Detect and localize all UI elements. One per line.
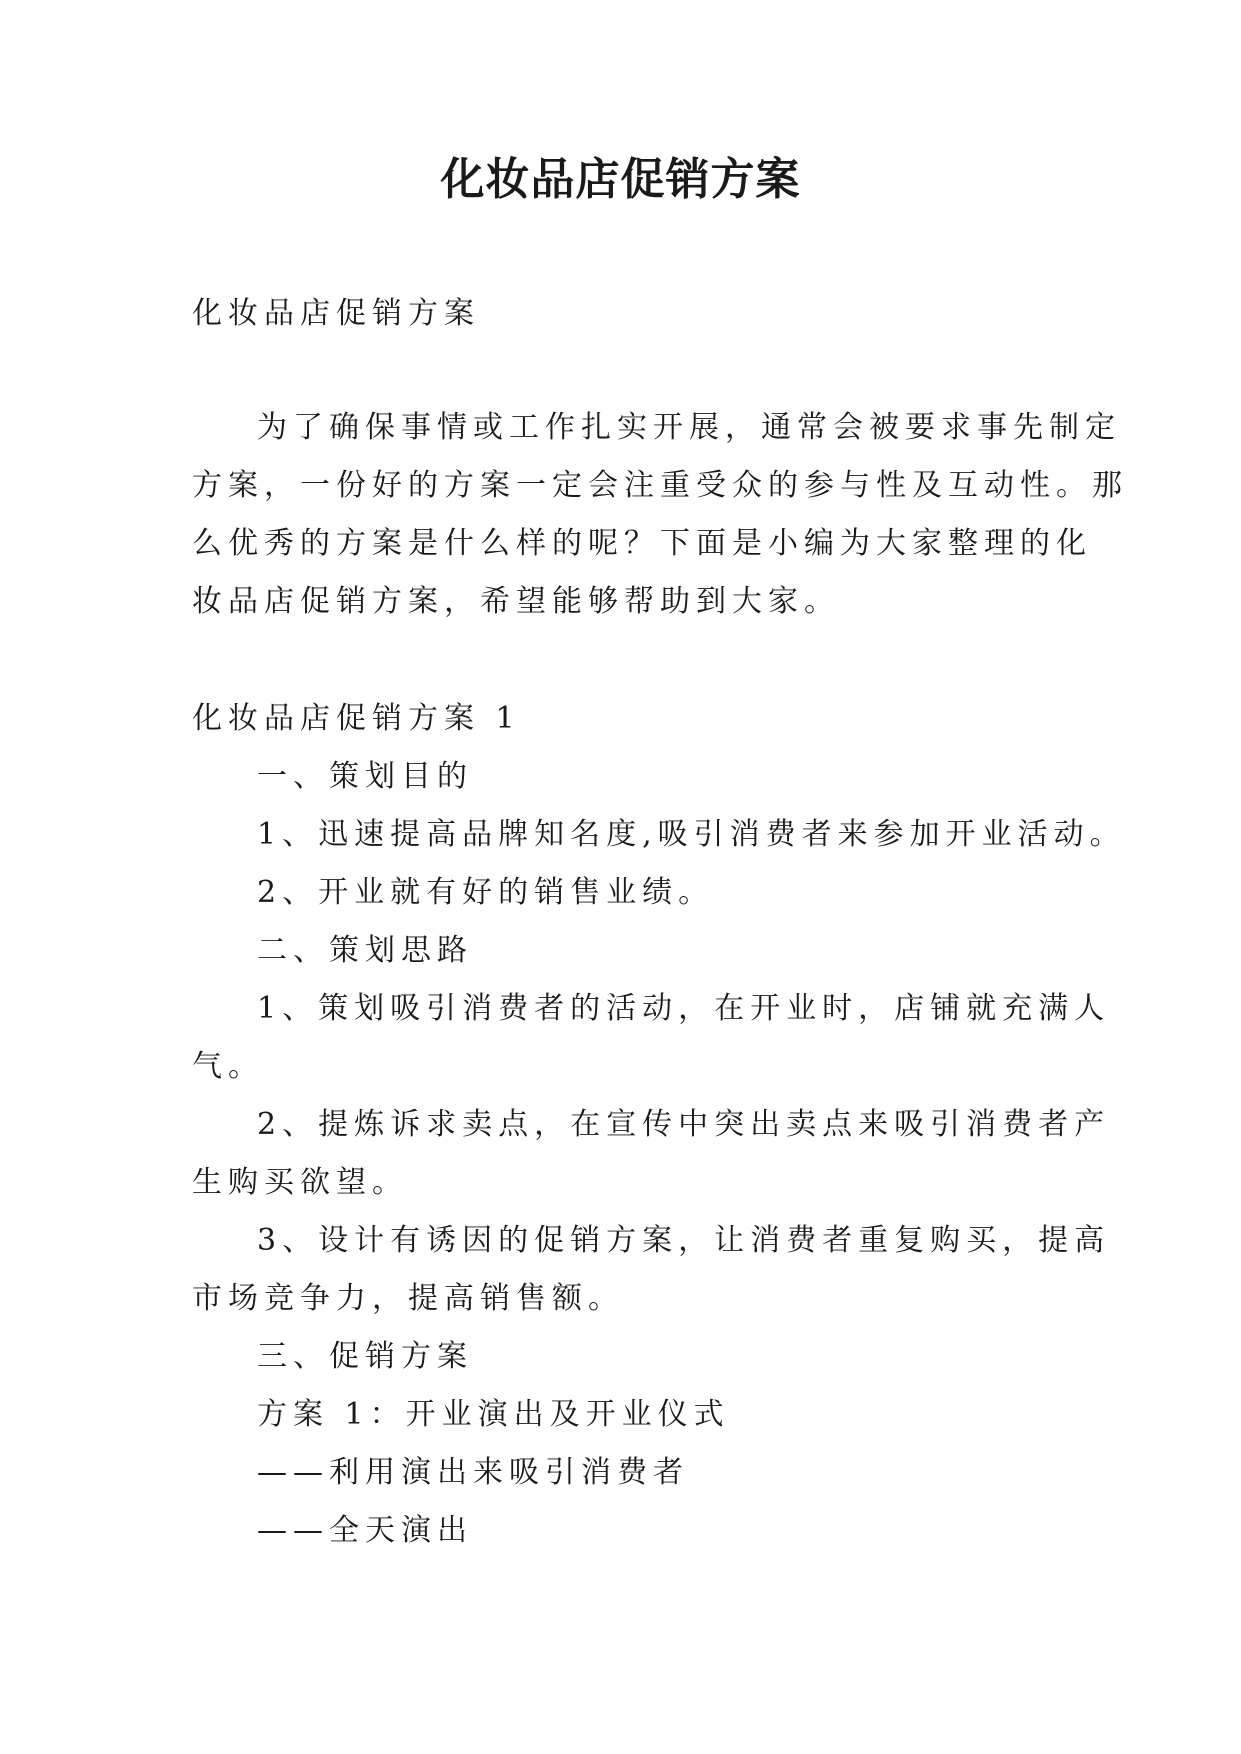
intro-line: 方案，一份好的方案一定会注重受众的参与性及互动性。那	[192, 468, 1128, 503]
body-line: 方案 1：开业演出及开业仪式	[257, 1397, 730, 1432]
intro-line: 为了确保事情或工作扎实开展，通常会被要求事先制定	[257, 410, 1121, 445]
heading-promotion: 三、促销方案	[257, 1339, 473, 1374]
body-line: ——全天演出	[257, 1513, 473, 1548]
heading-approach: 二、策划思路	[257, 933, 473, 968]
body-line: 气。	[192, 1049, 264, 1084]
body-line: 市场竞争力，提高销售额。	[192, 1281, 624, 1316]
body-line: 1、策划吸引消费者的活动，在开业时，店铺就充满人	[257, 991, 1111, 1026]
heading-purpose: 一、策划目的	[257, 759, 473, 794]
section-heading: 化妆品店促销方案 1	[192, 701, 521, 736]
document-title: 化妆品店促销方案	[440, 154, 801, 205]
body-line: 1、迅速提高品牌知名度,吸引消费者来参加开业活动。	[257, 817, 1126, 852]
body-line: 2、提炼诉求卖点，在宣传中突出卖点来吸引消费者产	[257, 1107, 1111, 1142]
body-line: ——利用演出来吸引消费者	[257, 1455, 689, 1490]
document-subtitle: 化妆品店促销方案	[192, 296, 480, 331]
body-line: 生购买欲望。	[192, 1165, 408, 1200]
body-line: 3、设计有诱因的促销方案，让消费者重复购买，提高	[257, 1223, 1111, 1258]
intro-line: 么优秀的方案是什么样的呢？下面是小编为大家整理的化	[192, 526, 1092, 561]
intro-line: 妆品店促销方案，希望能够帮助到大家。	[192, 584, 840, 619]
body-line: 2、开业就有好的销售业绩。	[257, 875, 715, 910]
